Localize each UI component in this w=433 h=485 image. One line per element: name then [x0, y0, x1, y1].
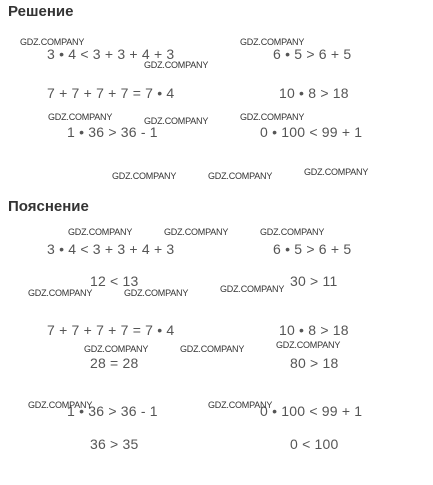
- watermark: GDZ.COMPANY: [164, 227, 229, 237]
- watermark: GDZ.COMPANY: [208, 400, 273, 410]
- watermark: GDZ.COMPANY: [240, 112, 305, 122]
- watermark: GDZ.COMPANY: [220, 284, 285, 294]
- watermark: GDZ.COMPANY: [304, 167, 369, 177]
- solution-heading: Решение: [8, 3, 74, 20]
- solution-expression: 0 • 100 < 99 + 1: [260, 124, 363, 140]
- solution-expression: 6 • 5 > 6 + 5: [273, 46, 352, 62]
- solution-expression: 10 • 8 > 18: [279, 85, 349, 101]
- watermark: GDZ.COMPANY: [28, 400, 93, 410]
- watermark: GDZ.COMPANY: [180, 344, 245, 354]
- watermark: GDZ.COMPANY: [124, 288, 189, 298]
- watermark: GDZ.COMPANY: [28, 288, 93, 298]
- watermark: GDZ.COMPANY: [84, 344, 149, 354]
- watermark: GDZ.COMPANY: [68, 227, 133, 237]
- watermark: GDZ.COMPANY: [20, 37, 85, 47]
- solution-expression: 3 • 4 < 3 + 3 + 4 + 3: [47, 46, 175, 62]
- explanation-result: 12 < 13: [90, 273, 139, 289]
- explanation-expression: 3 • 4 < 3 + 3 + 4 + 3: [47, 241, 175, 257]
- watermark: GDZ.COMPANY: [112, 171, 177, 181]
- explanation-result: 80 > 18: [290, 355, 339, 371]
- watermark: GDZ.COMPANY: [48, 112, 113, 122]
- watermark: GDZ.COMPANY: [208, 171, 273, 181]
- explanation-result: 28 = 28: [90, 355, 139, 371]
- explanation-expression: 6 • 5 > 6 + 5: [273, 241, 352, 257]
- explanation-heading: Пояснение: [8, 198, 89, 215]
- explanation-result: 30 > 11: [290, 273, 338, 289]
- solution-expression: 7 + 7 + 7 + 7 = 7 • 4: [47, 85, 175, 101]
- watermark: GDZ.COMPANY: [240, 37, 305, 47]
- explanation-expression: 10 • 8 > 18: [279, 322, 349, 338]
- watermark: GDZ.COMPANY: [276, 340, 341, 350]
- watermark: GDZ.COMPANY: [144, 116, 209, 126]
- explanation-result: 36 > 35: [90, 436, 139, 452]
- explanation-expression: 1 • 36 > 36 - 1: [67, 403, 158, 419]
- solution-expression: 1 • 36 > 36 - 1: [67, 124, 158, 140]
- watermark: GDZ.COMPANY: [260, 227, 325, 237]
- explanation-expression: 0 • 100 < 99 + 1: [260, 403, 363, 419]
- explanation-expression: 7 + 7 + 7 + 7 = 7 • 4: [47, 322, 175, 338]
- watermark: GDZ.COMPANY: [144, 60, 209, 70]
- explanation-result: 0 < 100: [290, 436, 339, 452]
